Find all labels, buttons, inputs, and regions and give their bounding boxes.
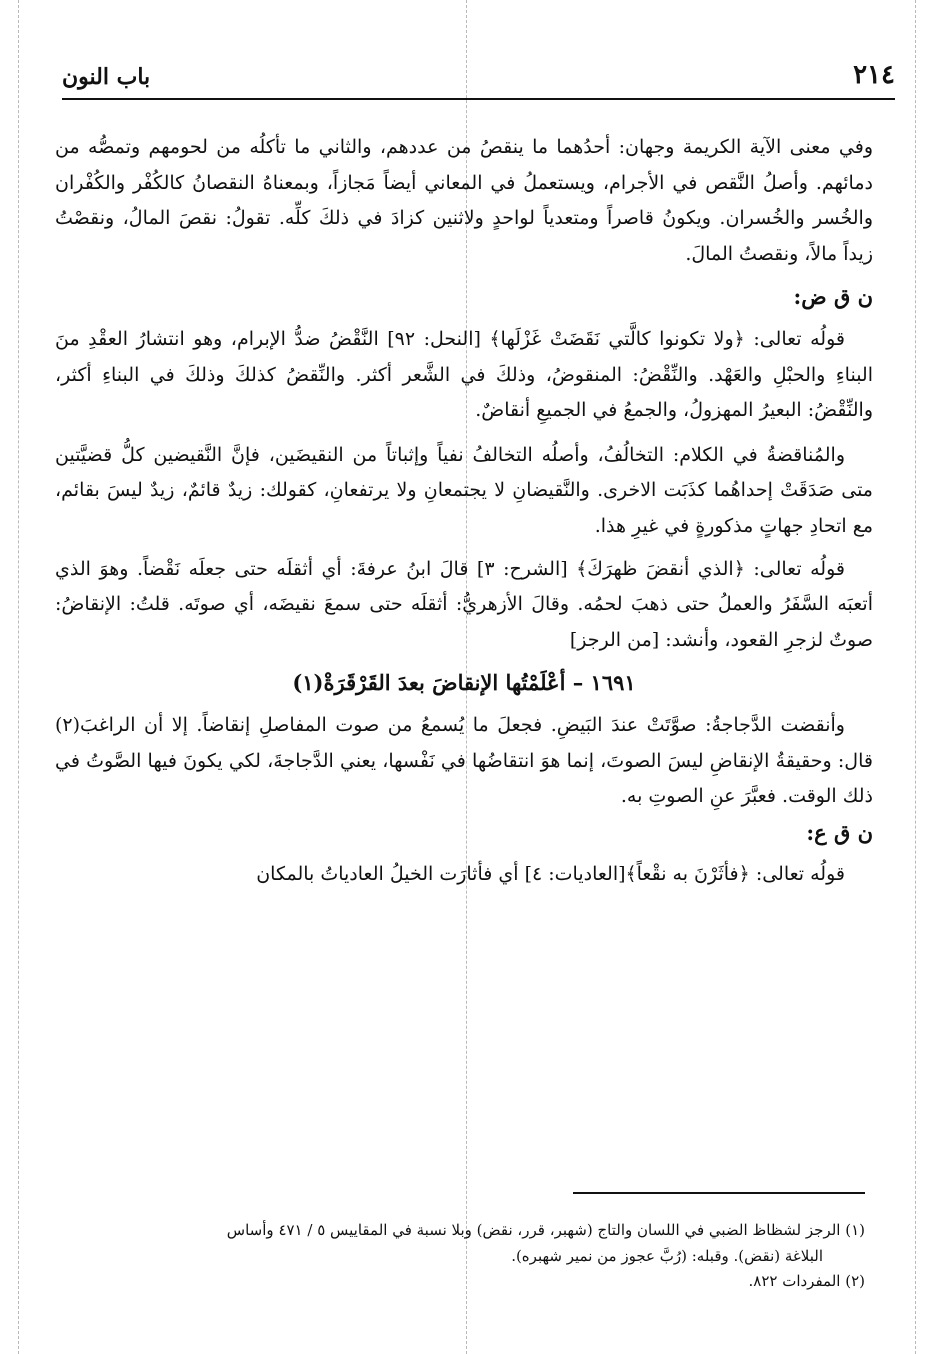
paragraph: قولُه تعالى: ﴿ولا تكونوا كالَّتي نَقَضَتْ غَزْلَها﴾ [النحل: ٩٢] النَّقْضُ ضدُّ الإبرام، وهو انتشارُ العقْدِ منَ البناءِ والحبْلِ والعَهْد. والنِّقْضُ: المنقوضُ، وذلكَ في الشَّعر أكثر. والنِّقضُ كذلكَ وذلكَ في البناءِ أكثر، والنِّقْضُ: البعيرُ المهزولُ، والجمعُ في الجميعِ أنقاضٌ. (55, 327, 873, 422)
paragraph: وفي معنى الآية الكريمة وجهان: أحدُهما ما ينقصُ من عددهم، والثاني ما تأكلُه من لحومهم وتمصُّه من دمائهم. وأصلُ النَّقص في الأجرام، ويستعملُ في المعاني أيضاً مَجازاً، وبمعناهُ النقصانُ كالكُفْر والكُفْران والخُسر والخُسران. ويكونُ قاصراً ومتعدياً لواحدٍ ولاثنين كزادَ في ذلكَ كلِّه. تقولُ: نقصَ المالُ، ونقصْتُ زيداً مالاً، ونقصتُ المالَ. (55, 136, 873, 265)
entry-heading: ن ق ض: (793, 284, 873, 310)
page-number: ٢١٤ (853, 60, 895, 90)
footnote-separator (573, 1192, 865, 1194)
footnote: (١) الرجز لشظاظ الضبي في اللسان والتاج (شهبر، قرر، نقض) وبلا نسبة في المقاييس ٥ / ٤٧١ وأساس (226, 1221, 865, 1239)
main-text (55, 130, 873, 893)
scan-guide-line (915, 0, 916, 1354)
poetry-verse: ١٦٩١ – أعْلَمْتُها الإنقاضَ بعدَ القَرْقَرَةْ(١) (292, 670, 636, 696)
chapter-title: باب النون (62, 64, 151, 90)
paragraph: والمُناقضةُ في الكلام: التخالُفُ، وأصلُه التخالفُ نفياً وإثباتاً من النقيضَين، فإنَّ النَّقيضين كلُّ قضيَّتين متى صَدَقَتْ إحداهُما كذَبَت الاخرى. والنَّقيضانِ لا يجتمعانِ ولا يرتفعانِ، كقولك: زيدٌ قائمٌ، زيدٌ ليسَ بقائم، مع اتحادِ جهاتٍ مذكورةٍ في غيرِ هذا. (55, 443, 873, 537)
paragraph: وأنقضت الدَّجاجةُ: صوَّتَتْ عندَ البَيضِ. فجعلَ ما يُسمعُ من صوت المفاصلِ إنقاضاً. إلا أن الراغبَ(٢) قال: وحقيقةُ الإنقاضِ ليسَ الصوتَ، إنما هوَ انتقاضُها في نَفْسها، يعني الدَّجاجةَ، لكي يكونَ فيها الصَّوتُ في ذلك الوقت. فعبَّرَ عنِ الصوتِ به. (55, 713, 873, 808)
footnote: (٢) المفردات ٨٢٢. (748, 1272, 865, 1290)
page-header (62, 58, 895, 100)
footnote-continuation: البلاغة (نقض). وقبله: (رُبَّ عجوز من نمير شهبره). (511, 1246, 823, 1265)
scan-guide-line (18, 0, 19, 1354)
entry-heading: ن ق ع: (806, 819, 873, 845)
paragraph: قولُه تعالى: ﴿فأثَرْنَ به نقْعاً﴾[العاديات: ٤] أي فأثارَت الخيلُ العادياتُ بالمكان (256, 863, 845, 886)
footnotes (55, 1218, 865, 1295)
paragraph: قولُه تعالى: ﴿الذي أنقضَ ظهرَكَ﴾ [الشرح: ٣] قالَ ابنُ عرفةَ: أي أثقلَه حتى جعلَه نَقْضاً. وهوَ الذي أتعبَه السَّفَرُ والعملُ حتى ذهبَ لحمُه. وقالَ الأزهريُّ: أثقلَه حتى سمعَ نقيضَه، أي صوتَه. قلتُ: الإنقاضُ: صوتٌ لزجرِ القعود، وأنشد: [من الرجز] (55, 557, 873, 651)
